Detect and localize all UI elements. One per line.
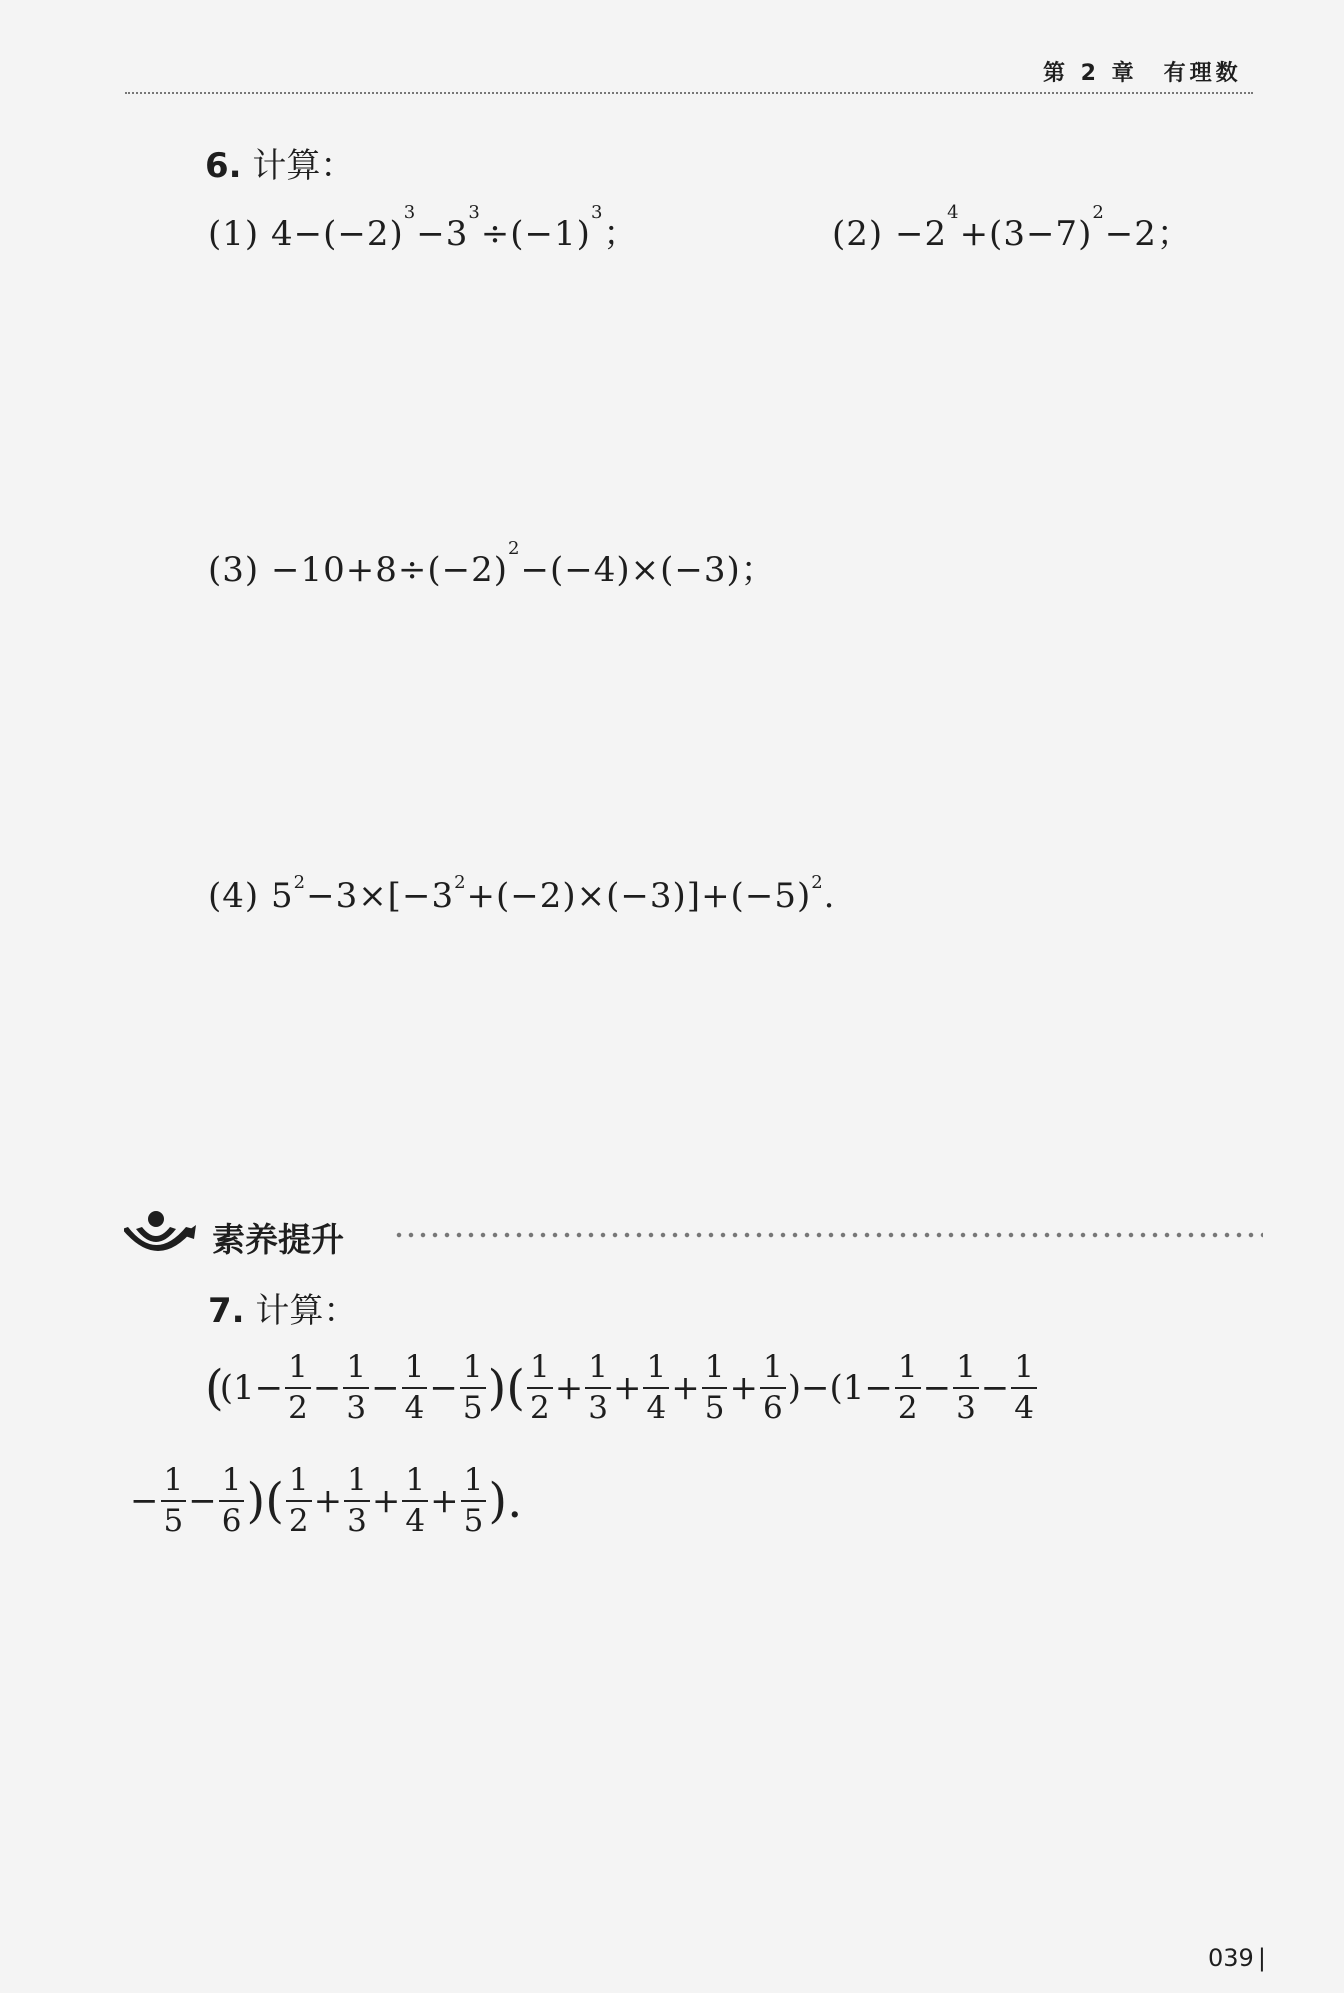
operator: + bbox=[430, 1481, 459, 1521]
question-number: 6. bbox=[205, 146, 242, 186]
denominator: 3 bbox=[347, 1503, 367, 1539]
operator: + bbox=[729, 1368, 758, 1408]
q6-item-4 bbox=[208, 872, 836, 916]
page-number bbox=[1208, 1944, 1266, 1972]
fraction bbox=[285, 1349, 311, 1426]
item-label: (2) bbox=[832, 214, 884, 254]
operator: − bbox=[922, 1368, 952, 1408]
fraction bbox=[702, 1349, 728, 1426]
item-label: (1) bbox=[208, 214, 260, 254]
item-label: (3) bbox=[208, 550, 260, 590]
page-number-bar: | bbox=[1257, 1944, 1266, 1972]
closing-paren: ). bbox=[488, 1473, 523, 1529]
question-6-title bbox=[205, 138, 354, 187]
fraction bbox=[643, 1349, 669, 1426]
exponent: 3 bbox=[468, 202, 481, 223]
exponent: 2 bbox=[1092, 202, 1105, 223]
fraction bbox=[219, 1462, 245, 1539]
expr-part: . bbox=[823, 876, 836, 916]
q6-item-1 bbox=[208, 202, 639, 255]
expr-part: 5 bbox=[270, 876, 294, 916]
numerator: 1 bbox=[402, 1465, 428, 1502]
denominator: 3 bbox=[956, 1390, 976, 1426]
fraction bbox=[402, 1462, 428, 1539]
operator: + bbox=[612, 1368, 642, 1408]
q6-item-2 bbox=[832, 202, 1192, 255]
numerator: 1 bbox=[760, 1352, 786, 1389]
fraction bbox=[895, 1349, 921, 1426]
paren-pair: )( bbox=[487, 1360, 526, 1416]
numerator: 1 bbox=[460, 1352, 486, 1389]
expr-part: (1− bbox=[219, 1368, 284, 1408]
denominator: 2 bbox=[530, 1390, 550, 1426]
denominator: 4 bbox=[646, 1390, 667, 1426]
numerator: 1 bbox=[285, 1352, 311, 1389]
section-icon bbox=[124, 1207, 200, 1263]
section-title: 素养提升 bbox=[212, 1220, 344, 1259]
exponent: 2 bbox=[811, 872, 824, 893]
expr-part: 4−(−2) bbox=[270, 214, 404, 254]
fraction bbox=[527, 1349, 553, 1426]
numerator: 1 bbox=[585, 1352, 611, 1389]
fraction bbox=[344, 1462, 370, 1539]
open-paren: ( bbox=[205, 1360, 224, 1416]
expr-part: ÷(−1) bbox=[480, 214, 591, 254]
numerator: 1 bbox=[953, 1352, 979, 1389]
expr-part: +(3−7) bbox=[959, 214, 1093, 254]
expr-part: )−(1− bbox=[787, 1368, 893, 1408]
numerator: 1 bbox=[643, 1352, 669, 1389]
numerator: 1 bbox=[1011, 1352, 1037, 1389]
numerator: 1 bbox=[343, 1352, 369, 1389]
operator: − bbox=[980, 1368, 1010, 1408]
exponent: 3 bbox=[590, 202, 604, 223]
operator: − bbox=[188, 1481, 217, 1521]
question-number: 7. bbox=[208, 1291, 245, 1331]
denominator: 5 bbox=[462, 1390, 483, 1426]
fraction bbox=[402, 1349, 428, 1426]
denominator: 2 bbox=[288, 1503, 309, 1539]
expr-part: −3×[−3 bbox=[306, 876, 455, 916]
fraction bbox=[461, 1462, 487, 1539]
numerator: 1 bbox=[702, 1352, 728, 1389]
denominator: 6 bbox=[762, 1390, 783, 1426]
operator: + bbox=[371, 1481, 401, 1521]
question-7-title bbox=[208, 1283, 357, 1332]
denominator: 2 bbox=[288, 1390, 308, 1426]
exponent: 2 bbox=[454, 872, 467, 893]
operator: − bbox=[371, 1368, 400, 1408]
exponent: 2 bbox=[293, 872, 307, 893]
operator: − bbox=[312, 1368, 342, 1408]
fraction bbox=[1011, 1349, 1037, 1426]
numerator: 1 bbox=[344, 1465, 370, 1502]
item-label: (4) bbox=[208, 876, 260, 916]
numerator: 1 bbox=[895, 1352, 921, 1389]
numerator: 1 bbox=[402, 1352, 428, 1389]
question-prompt: 计算： bbox=[255, 1291, 358, 1331]
header-divider bbox=[125, 92, 1253, 94]
expr-part: −10+8÷(−2) bbox=[270, 550, 508, 590]
denominator: 6 bbox=[221, 1503, 242, 1539]
page-number-text: 039 bbox=[1208, 1944, 1254, 1972]
numerator: 1 bbox=[286, 1465, 312, 1502]
exponent: 4 bbox=[947, 202, 960, 223]
denominator: 3 bbox=[346, 1390, 367, 1426]
operator: + bbox=[671, 1368, 700, 1408]
paren-pair: )( bbox=[246, 1473, 284, 1529]
denominator: 5 bbox=[163, 1503, 184, 1539]
expr-part: ； bbox=[603, 214, 639, 254]
operator: − bbox=[130, 1481, 159, 1521]
denominator: 5 bbox=[704, 1390, 725, 1426]
q7-expression-line-2 bbox=[130, 1462, 523, 1539]
expr-part: −3 bbox=[416, 214, 469, 254]
fraction bbox=[343, 1349, 369, 1426]
fraction bbox=[953, 1349, 979, 1426]
expr-part: −(−4)×(−3)； bbox=[520, 550, 776, 590]
operator: + bbox=[313, 1481, 343, 1521]
numerator: 1 bbox=[461, 1465, 487, 1502]
exponent: 2 bbox=[508, 538, 521, 559]
fraction bbox=[585, 1349, 611, 1426]
numerator: 1 bbox=[219, 1465, 245, 1502]
denominator: 2 bbox=[897, 1390, 918, 1426]
expr-part: −2； bbox=[1104, 214, 1192, 254]
section-dotted-rule bbox=[393, 1232, 1263, 1238]
q7-expression-line-1 bbox=[205, 1349, 1039, 1426]
question-prompt: 计算： bbox=[252, 146, 355, 186]
expr-part: −2 bbox=[894, 214, 948, 254]
operator: + bbox=[554, 1368, 584, 1408]
chapter-header: 第 2 章 有理数 bbox=[1043, 61, 1242, 86]
fraction bbox=[460, 1349, 486, 1426]
denominator: 4 bbox=[405, 1503, 426, 1539]
numerator: 1 bbox=[527, 1352, 553, 1389]
denominator: 4 bbox=[1014, 1390, 1035, 1426]
denominator: 5 bbox=[463, 1503, 484, 1539]
fraction bbox=[161, 1462, 187, 1539]
operator: − bbox=[429, 1368, 458, 1408]
q6-item-3 bbox=[208, 538, 776, 591]
numerator: 1 bbox=[161, 1465, 187, 1502]
exponent: 3 bbox=[403, 202, 417, 223]
fraction bbox=[760, 1349, 786, 1426]
denominator: 3 bbox=[588, 1390, 608, 1426]
denominator: 4 bbox=[404, 1390, 425, 1426]
fraction bbox=[286, 1462, 312, 1539]
expr-part: +(−2)×(−3)]+(−5) bbox=[466, 876, 812, 916]
